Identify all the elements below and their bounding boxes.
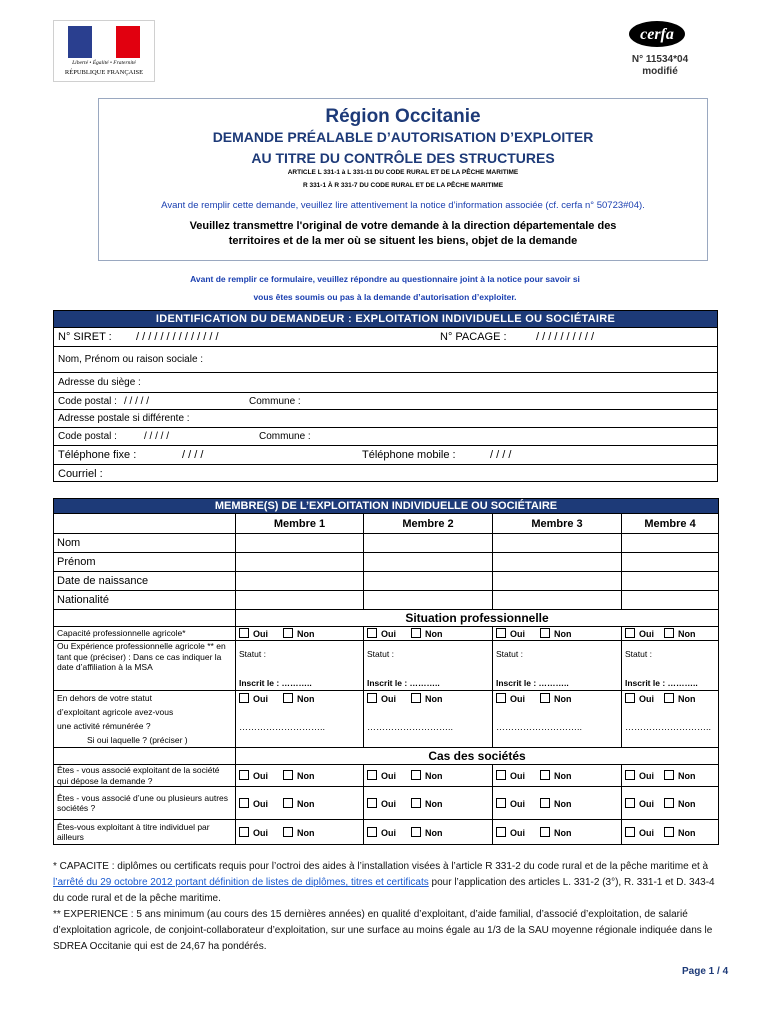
checkbox[interactable]: [239, 770, 249, 780]
column-membre-4: Membre 4: [622, 514, 719, 534]
postcode-field[interactable]: / / / / /: [124, 396, 150, 407]
checkbox[interactable]: [411, 693, 421, 703]
checkbox[interactable]: [625, 628, 635, 638]
transmit-line-2: territoires et de la mer où se situent les biens, objet de la demande: [228, 235, 578, 247]
checkbox[interactable]: [239, 827, 249, 837]
checkbox[interactable]: [283, 693, 293, 703]
dehors-label-2: d’exploitant agricole avez-vous: [57, 707, 174, 717]
experience-cell[interactable]: [493, 641, 622, 691]
soc-q1-label: Êtes - vous associé exploitant de la société qui dépose la demande ?: [54, 765, 236, 787]
oui-label: Oui: [639, 827, 654, 838]
inscrit-label: Inscrit le : ………..: [496, 677, 569, 688]
inscrit-label: Inscrit le : ………..: [625, 677, 698, 688]
soc-q2-options: [236, 787, 364, 820]
checkbox[interactable]: [625, 827, 635, 837]
situation-heading: Situation professionnelle: [236, 610, 719, 627]
non-label: Non: [678, 629, 696, 639]
date-cell[interactable]: [493, 572, 622, 591]
soc-q3-options: [493, 820, 622, 845]
inscrit-label: Inscrit le : ………..: [239, 677, 312, 688]
statut-label: Statut :: [367, 649, 394, 659]
soc-q3-options: [622, 820, 719, 845]
cerfa-number-text: N° 11534*04: [631, 54, 689, 65]
main-title-line-1: DEMANDE PRÉALABLE D’AUTORISATION D’EXPLOITER: [212, 129, 594, 145]
experience-label: Ou Expérience professionnelle agricole ** en tant que (préciser) : Dans ce cas indiquer la date d’affiliation à la MSA: [54, 641, 236, 691]
checkbox[interactable]: [239, 628, 249, 638]
non-label: Non: [297, 798, 315, 809]
members-section: [53, 498, 718, 845]
checkbox[interactable]: [664, 628, 674, 638]
footnote-experience: ** EXPERIENCE : 5 ans minimum (au cours des 15 dernières années) en qualité d’exploitant, d’aide familial, d’associé d’exploitation, de salarié d’exploitation agricole, de conjoint-collaborateur d’exploitation, sur une surface au moins égale au 1/3 de la SAU moyenne régionale indiquée dans le SDREA Occitanie qui est de 24,67 ha pondérés.: [53, 909, 713, 952]
non-label: Non: [297, 771, 315, 781]
capacite-options: [622, 627, 719, 641]
main-title-line-2: AU TITRE DU CONTRÔLE DES STRUCTURES: [251, 150, 555, 166]
checkbox[interactable]: [625, 693, 635, 703]
non-label: Non: [678, 771, 696, 781]
checkbox[interactable]: [540, 693, 550, 703]
phone-row[interactable]: [54, 445, 717, 464]
oui-label: Oui: [510, 798, 525, 809]
oui-label: Oui: [639, 629, 654, 639]
date-cell[interactable]: [364, 572, 493, 591]
soc-q3-options: [236, 820, 364, 845]
capacite-options: [493, 627, 622, 641]
nom-cell[interactable]: [236, 534, 364, 553]
soc-q3-label: Êtes-vous exploitant à titre individuel par ailleurs: [54, 820, 236, 845]
checkbox[interactable]: [239, 798, 249, 808]
footnote-capacite: [53, 859, 718, 907]
arrete-link[interactable]: l’arrêté du 29 octobre 2012 portant définition de listes de diplômes, titres et certificats: [53, 877, 429, 888]
pacage-label: N° PACAGE :: [440, 331, 507, 343]
siret-label: N° SIRET :: [58, 331, 112, 343]
dehors-label-1: En dehors de votre statut: [57, 693, 152, 703]
checkbox[interactable]: [540, 798, 550, 808]
address-row[interactable]: [54, 372, 717, 392]
non-label: Non: [678, 827, 696, 838]
societes-blank-cell: [54, 748, 236, 765]
experience-cell[interactable]: [236, 641, 364, 691]
statut-label: Statut :: [496, 649, 523, 659]
siret-field[interactable]: / / / / / / / / / / / / / /: [136, 331, 219, 343]
soc-q2-options: [622, 787, 719, 820]
prenom-cell[interactable]: [364, 553, 493, 572]
statut-label: Statut :: [239, 649, 266, 659]
nom-cell[interactable]: [622, 534, 719, 553]
checkbox[interactable]: [496, 798, 506, 808]
cerfa-logo: [628, 20, 686, 48]
siret-pacage-row[interactable]: [54, 327, 717, 346]
postcode-row[interactable]: [54, 392, 717, 409]
checkbox[interactable]: [367, 770, 377, 780]
date-cell[interactable]: [622, 572, 719, 591]
nationalite-cell[interactable]: [236, 591, 364, 610]
region-title: Région Occitanie: [325, 106, 481, 127]
nationalite-cell[interactable]: [493, 591, 622, 610]
nom-cell[interactable]: [364, 534, 493, 553]
non-label: Non: [425, 694, 443, 704]
non-label: Non: [554, 798, 572, 809]
prenom-cell[interactable]: [622, 553, 719, 572]
prenom-cell[interactable]: [493, 553, 622, 572]
dots[interactable]: ………………………..: [239, 722, 326, 732]
cerfa-status: modifié: [642, 66, 678, 77]
soc-q2-label: Êtes - vous associé d’une ou plusieurs autres sociétés ?: [54, 787, 236, 820]
checkbox[interactable]: [283, 770, 293, 780]
identification-heading: IDENTIFICATION DU DEMANDEUR : EXPLOITATION INDIVIDUELLE OU SOCIÉTAIRE: [54, 311, 717, 327]
non-label: Non: [425, 798, 443, 809]
mobile-field[interactable]: / / / /: [490, 449, 512, 461]
footnote-capacite-text: * CAPACITE : diplômes ou certificats requis pour l’octroi des aides à l’installation visées à l’article R 331-2 du code rural et de la pêche maritime et à: [53, 861, 709, 872]
soc-q2-options: [493, 787, 622, 820]
capacite-options: [236, 627, 364, 641]
non-label: Non: [425, 827, 443, 838]
checkbox[interactable]: [664, 693, 674, 703]
footnote-capacite-text-end: pour l’application des articles L. 331-2 (3°), R. 331-1 et D. 343-4 du code rural et de la pêche maritime.: [53, 877, 715, 904]
commune2-label: Commune :: [259, 431, 311, 442]
dehors-cell: [364, 691, 493, 748]
prenom-cell[interactable]: [236, 553, 364, 572]
checkbox[interactable]: [496, 827, 506, 837]
situation-blank-cell: [54, 610, 236, 627]
rf-name: RÉPUBLIQUE FRANÇAISE: [64, 69, 144, 76]
postcode2-row[interactable]: [54, 427, 717, 445]
oui-label: Oui: [381, 694, 396, 704]
experience-cell[interactable]: [622, 641, 719, 691]
oui-label: Oui: [253, 629, 268, 639]
checkbox[interactable]: [664, 827, 674, 837]
marianne-flag-icon: [68, 26, 140, 58]
dots[interactable]: ………………………..: [625, 722, 712, 732]
checkbox[interactable]: [540, 827, 550, 837]
column-membre-2: Membre 2: [364, 514, 493, 534]
non-label: Non: [425, 629, 443, 639]
oui-label: Oui: [253, 694, 268, 704]
soc-q2-options: [364, 787, 493, 820]
nom-cell[interactable]: [493, 534, 622, 553]
article-reference-2: R 331-1 À R 331-7 DU CODE RURAL ET DE LA PÊCHE MARITIME: [302, 182, 504, 189]
postcode2-field[interactable]: / / / / /: [144, 431, 170, 442]
page-number: Page 1 / 4: [682, 966, 729, 977]
oui-label: Oui: [253, 827, 268, 838]
soc-q1-options: [236, 765, 364, 787]
column-membre-1: Membre 1: [236, 514, 364, 534]
identification-section: [53, 310, 718, 482]
oui-label: Oui: [381, 798, 396, 809]
postcode-label: Code postal :: [58, 396, 117, 407]
capacite-label: Capacité professionnelle agricole*: [54, 627, 236, 641]
checkbox[interactable]: [283, 798, 293, 808]
non-label: Non: [554, 827, 572, 838]
oui-label: Oui: [639, 798, 654, 809]
rf-motto: Liberté • Égalité • Fraternité: [72, 60, 136, 66]
dehors-cell: [493, 691, 622, 748]
non-label: Non: [425, 771, 443, 781]
footnotes: [53, 859, 718, 955]
non-label: Non: [678, 694, 696, 704]
dots[interactable]: ………………………..: [496, 722, 583, 732]
republique-francaise-logo: [53, 20, 155, 82]
dehors-cell: [236, 691, 364, 748]
checkbox[interactable]: [411, 770, 421, 780]
postcode2-label: Code postal :: [58, 431, 117, 442]
checkbox[interactable]: [367, 827, 377, 837]
dehors-label-4: Si oui laquelle ? (préciser ): [87, 735, 188, 745]
dehors-label: [54, 691, 236, 748]
checkbox[interactable]: [411, 798, 421, 808]
checkbox[interactable]: [625, 770, 635, 780]
checkbox[interactable]: [496, 693, 506, 703]
non-label: Non: [554, 629, 572, 639]
commune-label: Commune :: [249, 396, 301, 407]
members-corner-cell: [54, 514, 236, 534]
checkbox[interactable]: [625, 798, 635, 808]
cerfa-number: [620, 54, 700, 78]
phone-label: Téléphone fixe :: [58, 449, 137, 461]
questionnaire-line-1: Avant de remplir ce formulaire, veuillez répondre au questionnaire joint à la notice pour savoir si: [190, 274, 580, 284]
checkbox[interactable]: [664, 798, 674, 808]
checkbox[interactable]: [540, 770, 550, 780]
pacage-field[interactable]: / / / / / / / / / /: [536, 331, 595, 343]
mobile-label: Téléphone mobile :: [362, 449, 456, 461]
checkbox[interactable]: [411, 628, 421, 638]
dehors-label-3: une activité rémunérée ?: [57, 721, 151, 731]
checkbox[interactable]: [239, 693, 249, 703]
transmit-line-1: Veuillez transmettre l'original de votre demande à la direction départementale des: [189, 220, 617, 232]
non-label: Non: [297, 629, 315, 639]
oui-label: Oui: [381, 629, 396, 639]
inscrit-label: Inscrit le : ………..: [367, 677, 440, 688]
non-label: Non: [554, 771, 572, 781]
postal-address-label: Adresse postale si différente :: [58, 413, 190, 424]
members-table: [53, 498, 719, 845]
oui-label: Oui: [510, 771, 525, 781]
oui-label: Oui: [639, 771, 654, 781]
oui-label: Oui: [639, 694, 654, 704]
checkbox[interactable]: [367, 628, 377, 638]
soc-q1-options: [493, 765, 622, 787]
non-label: Non: [678, 798, 696, 809]
row-label-prenom: Prénom: [54, 553, 236, 572]
checkbox[interactable]: [540, 628, 550, 638]
row-label-nom: Nom: [54, 534, 236, 553]
row-label-nationalite: Nationalité: [54, 591, 236, 610]
soc-q1-options: [364, 765, 493, 787]
oui-label: Oui: [253, 798, 268, 809]
oui-label: Oui: [510, 827, 525, 838]
checkbox[interactable]: [664, 770, 674, 780]
row-label-date-naissance: Date de naissance: [54, 572, 236, 591]
email-label: Courriel :: [58, 468, 103, 480]
postal-address-row[interactable]: [54, 409, 717, 427]
non-label: Non: [297, 694, 315, 704]
oui-label: Oui: [510, 629, 525, 639]
nationalite-cell[interactable]: [364, 591, 493, 610]
statut-label: Statut :: [625, 649, 652, 659]
experience-cell[interactable]: [364, 641, 493, 691]
soc-q1-options: [622, 765, 719, 787]
oui-label: Oui: [381, 827, 396, 838]
email-row[interactable]: [54, 464, 717, 482]
nationalite-cell[interactable]: [622, 591, 719, 610]
non-label: Non: [297, 827, 315, 838]
phone-field[interactable]: / / / /: [182, 449, 204, 461]
address-label: Adresse du siège :: [58, 377, 141, 388]
name-row[interactable]: [54, 346, 717, 372]
checkbox[interactable]: [367, 798, 377, 808]
checkbox[interactable]: [283, 628, 293, 638]
dots[interactable]: ………………………..: [367, 722, 454, 732]
non-label: Non: [554, 694, 572, 704]
checkbox[interactable]: [496, 628, 506, 638]
notice-text: Avant de remplir cette demande, veuillez lire attentivement la notice d’information associée (cf. cerfa n° 50723#04).: [161, 200, 645, 211]
column-membre-3: Membre 3: [493, 514, 622, 534]
checkbox[interactable]: [367, 693, 377, 703]
checkbox[interactable]: [283, 827, 293, 837]
article-reference-1: ARTICLE L 331-1 à L 331-11 DU CODE RURAL ET DE LA PÊCHE MARITIME: [287, 169, 519, 176]
date-cell[interactable]: [236, 572, 364, 591]
checkbox[interactable]: [411, 827, 421, 837]
oui-label: Oui: [510, 694, 525, 704]
members-heading: MEMBRE(S) DE L’EXPLOITATION INDIVIDUELLE OU SOCIÉTAIRE: [54, 499, 719, 514]
societes-heading: Cas des sociétés: [236, 748, 719, 765]
dehors-cell: [622, 691, 719, 748]
capacite-options: [364, 627, 493, 641]
checkbox[interactable]: [496, 770, 506, 780]
cerfa-logo-text: cerfa: [640, 26, 674, 43]
oui-label: Oui: [381, 771, 396, 781]
questionnaire-line-2: vous êtes soumis ou pas à la demande d’autorisation d’exploiter.: [253, 292, 517, 302]
soc-q3-options: [364, 820, 493, 845]
title-box: [98, 98, 708, 261]
name-label: Nom, Prénom ou raison sociale :: [58, 354, 204, 365]
oui-label: Oui: [253, 771, 268, 781]
